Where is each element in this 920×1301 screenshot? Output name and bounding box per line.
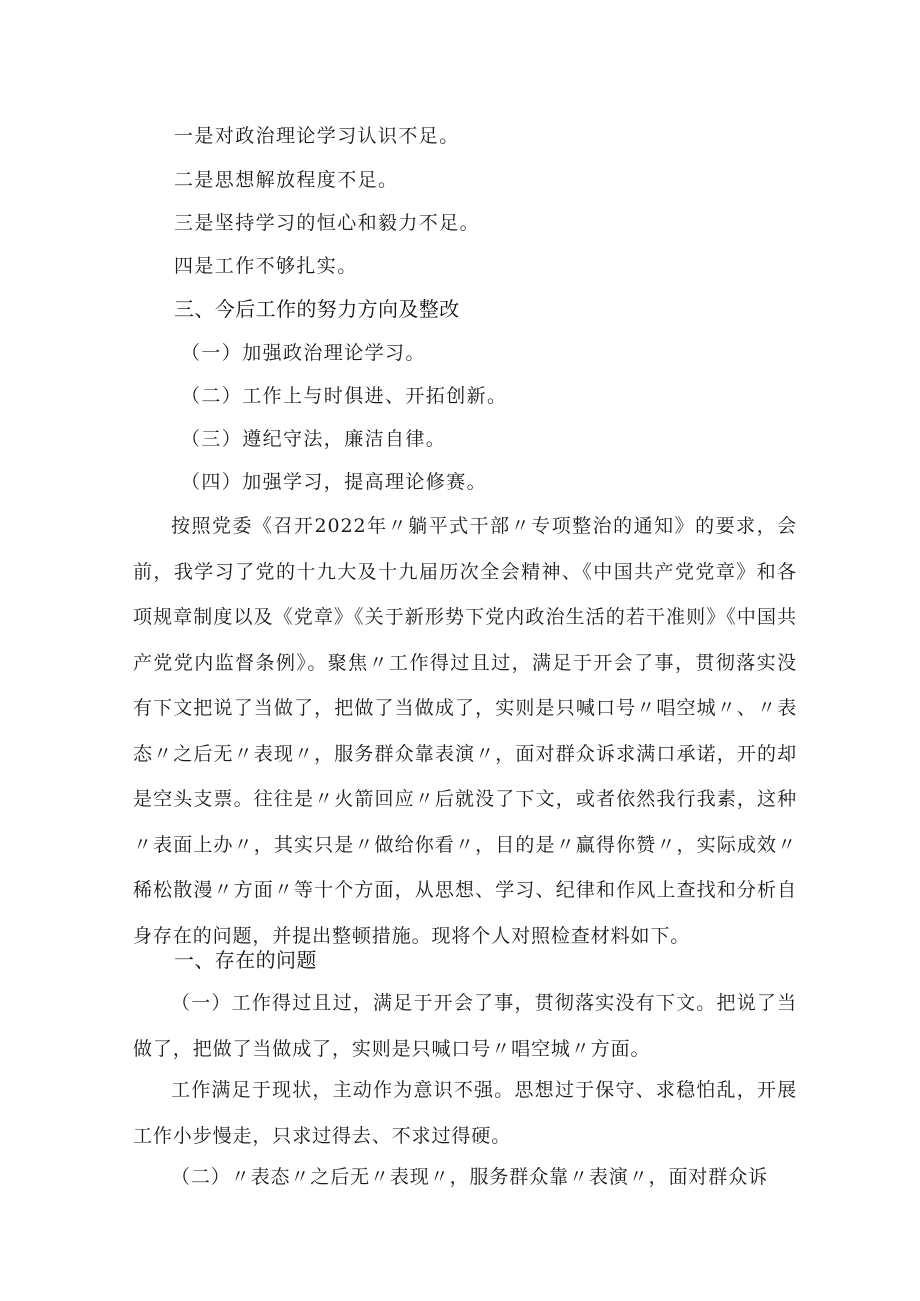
list-item-2: 二是思想解放程度不足。	[174, 169, 399, 191]
section-three-item-1: （一）加强政治理论学习。	[181, 342, 426, 364]
section-three-item-3: （三）遵纪守法，廉洁自律。	[181, 428, 447, 450]
list-item-3: 三是坚持学习的恒心和毅力不足。	[174, 212, 481, 234]
intro-paragraph: 按照党委《召开2022年〃躺平式干部〃专项整治的通知》的要求，会前，我学习了党的十九大及十九届历次全会精神、《中国共产党党章》和各项规章制度以及《党章》《关于新形势下党内政治生活的若干准则》《中国共产党党内监督条例》。聚焦〃工作得过且过，满足于开会了事，贯彻落实没有下文把说了当做了，把做了当做成了，实则是只喊口号〃唱空城〃、〃表态〃之后无〃表现〃，服务群众靠表演〃，面对群众诉求满口承诺，开的却是空头支票。往往是〃火箭回应〃后就没了下文，或者依然我行我素，这种〃表面上办〃，其实只是〃做给你看〃，目的是〃赢得你赞〃，实际成效〃稀松散漫〃方面〃等十个方面，从思想、学习、纪律和作风上查找和分析自身存在的问题，并提出整顿措施。现将个人对照检查材料如下。	[133, 515, 797, 947]
list-item-4: 四是工作不够扎实。	[174, 255, 358, 277]
section-one-paragraph-2: 工作满足于现状，主动作为意识不强。思想过于保守、求稳怕乱，开展工作小步慢走，只求过得去、不求过得硬。	[133, 1079, 797, 1147]
section-three-item-4: （四）加强学习，提高理论修赛。	[181, 471, 488, 493]
section-one-heading: 一、存在的问题	[174, 948, 317, 972]
section-one-paragraph-1: （一）工作得过且过，满足于开会了事，贯彻落实没有下文。把说了当做了，把做了当做成了，实则是只喊口号〃唱空城〃方面。	[133, 992, 797, 1060]
section-three-item-2: （二）工作上与时俱进、开拓创新。	[181, 385, 508, 407]
section-three-heading: 三、今后工作的努力方向及整改	[174, 297, 460, 321]
section-one-paragraph-3: （二）〃表态〃之后无〃表现〃，服务群众靠〃表演〃，面对群众诉	[171, 1166, 769, 1188]
list-item-1: 一是对政治理论学习认识不足。	[174, 125, 460, 147]
